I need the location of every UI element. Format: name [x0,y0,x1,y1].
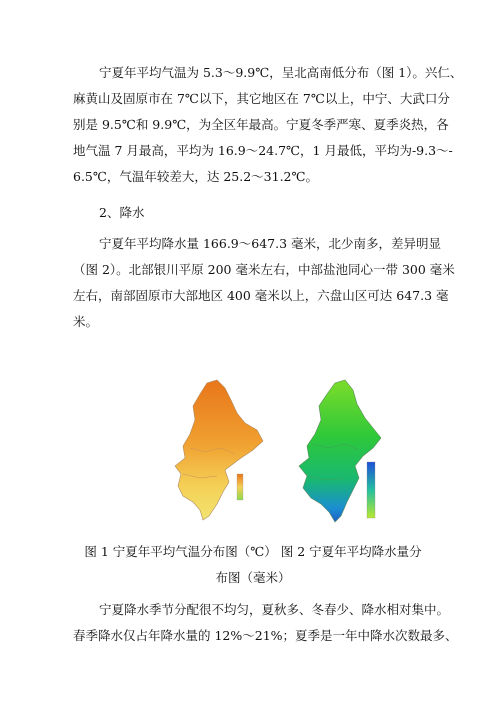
text-line: 春季降水仅占年降水量的 12%～21%；夏季是一年中降水次数最多、 [73,628,458,643]
maps-figure [145,378,395,528]
text-line: 左右，南部固原市大部地区 400 毫米以上，六盘山区可达 647.3 毫 [73,288,449,303]
text-line: 别是 9.5℃和 9.9℃，为全区年最高。宁夏冬季严寒、夏季炎热，各 [73,117,449,132]
maps-figure-image [145,378,395,528]
paragraph-seasonal [73,597,458,649]
text-line: 6.5℃，气温年较差大，达 25.2～31.2℃。 [73,169,318,184]
temperature-map-region [175,380,263,520]
text-line: 宁夏年平均气温为 5.3～9.9℃，呈北高南低分布（图 1）。兴仁、 [99,65,463,80]
text-line: 地气温 7 月最高，平均为 16.9～24.7℃，1 月最低，平均为-9.3～- [73,143,453,158]
figure-caption-line-2: 布图（毫米） [215,570,291,585]
temperature-legend-bar [237,474,243,500]
text-line: 宁夏降水季节分配很不均匀，夏秋多、冬春少、降水相对集中。 [99,602,450,617]
precipitation-map [299,380,381,522]
text-line: 米。 [73,314,99,329]
section-heading-precipitation: 2、降水 [99,205,145,220]
text-line: （图 2）。北部银川平原 200 毫米左右，中部盐池同心一带 300 毫米 [73,262,455,277]
paragraph-precipitation [73,231,455,335]
text-line: 宁夏年平均降水量 166.9～647.3 毫米，北少南多，差异明显 [99,236,442,251]
paragraph-temperature [73,60,463,190]
precipitation-legend-bar [367,462,375,518]
text-line: 麻黄山及固原市在 7℃以下，其它地区在 7℃以上，中宁、大武口分 [73,91,450,106]
figure-caption-line-1: 图 1 宁夏年平均气温分布图（℃） 图 2 宁夏年平均降水量分 [84,544,422,559]
temperature-map [175,380,263,520]
